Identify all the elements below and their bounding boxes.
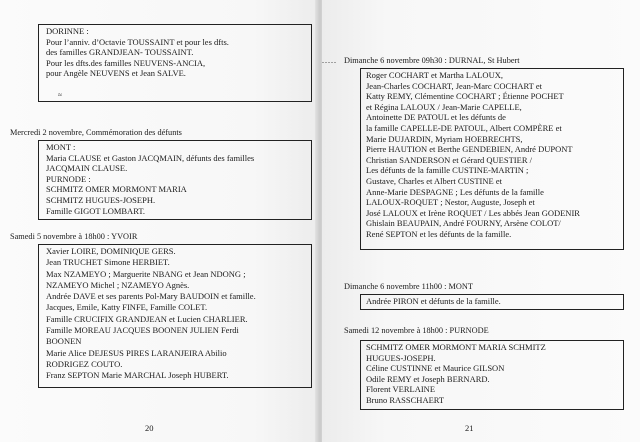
dimanche-durnal-text [366, 70, 580, 240]
text-line: Pour l’anniv. d’Octavie TOUSSAINT et pour les dfts. [46, 36, 229, 47]
page-number-left: 20 [145, 423, 154, 433]
text-line: SCHMITZ HUGUES-JOSEPH. [46, 194, 156, 205]
text-line: BOONEN [46, 336, 82, 347]
dorinne-text [46, 26, 229, 79]
text-line: Xavier LOIRE, DOMINIQUE GERS. [46, 246, 176, 256]
text-line: Andrée DAVE et ses parents Pol-Mary BAUDOIN et famille. [46, 291, 256, 302]
mark-glyph: ≈ [58, 91, 62, 99]
text-line: Odile REMY et Joseph BERNARD. [366, 373, 490, 384]
text-line: la famille CAPELLE-DE PATOUL, Albert COMPÈRE et [366, 122, 562, 133]
text-line: PURNODE : [46, 173, 91, 184]
text-line: Marie DUJARDIN, Myriam HOEBRECHTS, [366, 133, 523, 144]
text-line: des familles GRANDJEAN- TOUSSAINT. [46, 47, 194, 58]
text-line: et Régina LALOUX / Jean-Marie CAPELLE, [366, 101, 522, 112]
text-line: JACQMAIN CLAUSE. [46, 163, 128, 174]
samedi-purnode-text [366, 342, 546, 406]
text-line: RODRIGEZ COUTO. [46, 358, 123, 369]
text-line: Antoinette DE PATOUL et les défunts de [366, 112, 506, 123]
mercredi-heading: Mercredi 2 novembre, Commémoration des défunts [10, 128, 182, 137]
text-line: Franz SEPTON Marie MARCHAL Joseph HUBERT. [46, 370, 229, 381]
dimanche-mont-text [366, 296, 501, 307]
text-line: Anne-Marie DESPAGNE ; Les défunts de la famille [366, 186, 544, 197]
text-line: Andrée PIRON et défunts de la famille. [366, 296, 501, 306]
text-line: Ghislain BEAUPAIN, André FOURNY, Arsène COLOT/ [366, 218, 561, 229]
text-line: SCHMITZ OMER MORMONT MARIA [46, 184, 187, 195]
dimanche-durnal-heading: Dimanche 6 novembre 09h30 : DURNAL, St Hubert [344, 56, 520, 65]
page-number-right: 21 [465, 423, 474, 433]
text-line: Famille CRUCIFIX GRANDJEAN et Lucien CHARLIER. [46, 313, 248, 324]
text-line: Maria CLAUSE et Gaston JACQMAIN, défunts des familles [46, 152, 255, 163]
samedi-yvoir-text [46, 246, 256, 382]
left-page [0, 0, 318, 442]
text-line: Katty REMY, Clémentine COCHART ; Étienne POCHET [366, 91, 564, 102]
right-page [322, 0, 640, 442]
text-line: Bruno RASSCHAERT [366, 394, 445, 405]
text-line: Pierre HAUTION et Berthe GENDEBIEN, André DUPONT [366, 144, 573, 155]
text-line: Florent VERLAINE [366, 384, 436, 395]
text-line: Christian SANDERSON et Gérard QUESTIER / [366, 154, 532, 165]
text-line: pour Angèle NEUVENS et Jean SALVE. [46, 68, 186, 79]
dimanche-mont-heading: Dimanche 6 novembre 11h00 : MONT [344, 282, 473, 291]
text-line: DORINNE : [46, 26, 89, 36]
text-line: Marie Alice DEJESUS PIRES LARANJEIRA Abilio [46, 347, 227, 358]
text-line: SCHMITZ OMER MORMONT MARIA SCHMITZ [366, 342, 546, 352]
samedi-yvoir-heading: Samedi 5 novembre à 18h00 : YVOIR [10, 232, 138, 241]
text-line: Roger COCHART et Martha LALOUX, [366, 70, 503, 80]
text-line: Les défunts de la famille CUSTINE-MARTIN ; [366, 165, 529, 176]
text-line: José LALOUX et Irène ROQUET / Les abbés Jean GODENIR [366, 207, 580, 218]
text-line: LALOUX-ROQUET ; Nestor, Auguste, Joseph et [366, 197, 535, 208]
text-line: René SEPTON et les défunts de la famille. [366, 228, 512, 239]
text-line: Gustave, Charles et Albert CUSTINE et [366, 175, 502, 186]
text-line: HUGUES-JOSEPH. [366, 352, 436, 363]
text-line: Max NZAMEYO ; Marguerite NBANG et Jean NDONG ; [46, 268, 246, 279]
text-line: NZAMEYO Michel ; NZAMEYO Agnès. [46, 279, 190, 290]
text-line: Céline CUSTINNE et Maurice GILSON [366, 363, 505, 374]
samedi-purnode-heading: Samedi 12 novembre à 18h00 : PURNODE [344, 326, 489, 335]
text-line: Jean TRUCHET Simone HERBIET. [46, 257, 170, 268]
text-line: Jean-Charles COCHART, Jean-Marc COCHART et [366, 80, 542, 91]
text-line: Famille GIGOT LOMBART. [46, 205, 146, 216]
text-line: MONT : [46, 142, 76, 152]
text-line: Pour les dfts.des familles NEUVENS-ANCIA, [46, 57, 206, 68]
dot-leader: ..... [322, 56, 337, 65]
text-line: Famille MOREAU JACQUES BOONEN JULIEN Ferdi [46, 325, 239, 336]
mercredi-text [46, 142, 254, 216]
text-line: Jacques, Emile, Katty FINFE, Famille COLET. [46, 302, 208, 313]
